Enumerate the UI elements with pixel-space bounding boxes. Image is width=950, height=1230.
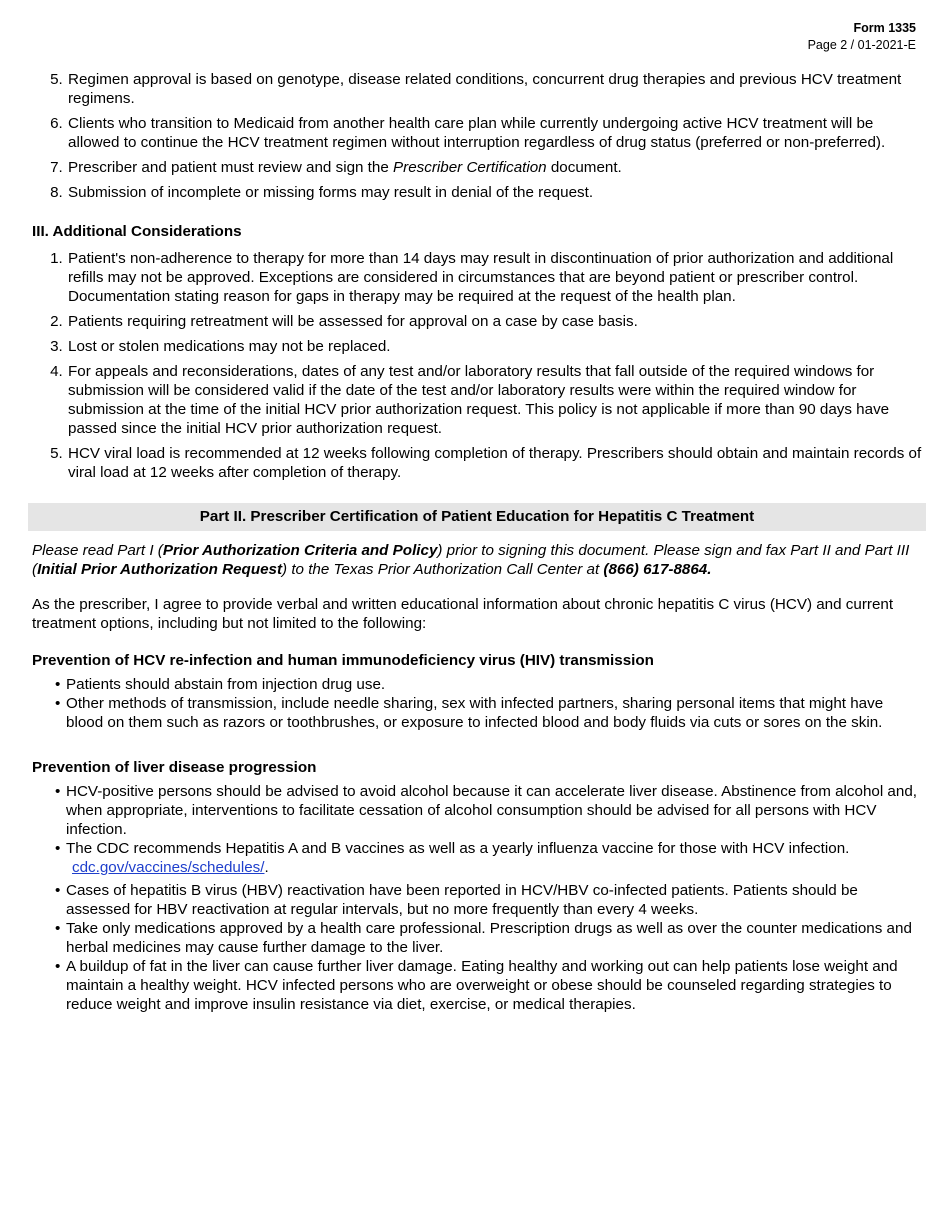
cdc-schedules-link[interactable]: cdc.gov/vaccines/schedules/: [72, 859, 265, 876]
list-item: 7. Prescriber and patient must review and sign the Prescriber Certification document.: [67, 158, 922, 177]
bullet-item: • HCV-positive persons should be advised to avoid alcohol because it can accelerate liver disease. Abstinence from alcohol and, when appropriate, interventions to facilitate cessation of alcohol consumption should be advised for all persons with HCV infection.: [55, 783, 917, 838]
considerations-list: [32, 249, 922, 482]
bullet-item: • Other methods of transmission, include needle sharing, sex with infected partners, sharing personal items that might have blood on them such as razors or toothbrushes, or exposure to infected blood and body fluids via cuts or sores on the skin.: [55, 695, 884, 731]
bullet-item: • Take only medications approved by a health care professional. Prescription drugs as well as over the counter medications and herbal medicines may cause further damage to the liver.: [55, 920, 912, 956]
list-item: 1. Patient's non-adherence to therapy for more than 14 days may result in discontinuation of prior authorization and additional refills may not be approved. Exceptions are considered in circumstances that are beyond patient or prescriber control. Documentation stating reason for gaps in therapy may be required at the request of the health plan.: [67, 249, 922, 306]
list-item: 8. Submission of incomplete or missing forms may result in denial of the request.: [67, 183, 922, 202]
bullet-item: • A buildup of fat in the liver can cause further liver damage. Eating healthy and working out can help patients lose weight and maintain a healthy weight. HCV infected persons who are overweight or obese should be counseled regarding strategies to reduce weight and improve insulin resistance via diet, exercise, or medical therapies.: [55, 958, 898, 1013]
list-item: 5. Regimen approval is based on genotype, disease related conditions, concurrent drug therapies and previous HCV treatment regimens.: [67, 70, 922, 108]
page-number: Page 2 / 01-2021-E: [807, 38, 916, 52]
section-heading-additional-considerations: III. Additional Considerations: [32, 223, 242, 240]
part2-intro: Please read Part I (Prior Authorization Criteria and Policy) prior to signing this document. Please sign and fax Part II and Part III (Initial Prior Authorization Request) to the Texas Prior Authorization Call Center at (866) 617-8864.: [32, 542, 910, 578]
document-body: [32, 70, 922, 1014]
part2-banner: Part II. Prescriber Certification of Patient Education for Hepatitis C Treatment: [28, 503, 926, 531]
list-item: 3. Lost or stolen medications may not be replaced.: [67, 337, 922, 356]
list-item: 4. For appeals and reconsiderations, dates of any test and/or laboratory results that fall outside of the required windows for submission will be considered valid if the date of the test and/or laboratory results were within the required window for submission at the time of the initial HCV prior authorization request. This policy is not applicable if more than 90 days have passed since the initial HCV prior authorization request.: [67, 362, 922, 438]
section-heading-liver-disease: Prevention of liver disease progression: [32, 759, 317, 776]
bullet-item: • Patients should abstain from injection drug use.: [55, 676, 386, 693]
liver-disease-list: [32, 782, 922, 1014]
form-number: Form 1335: [853, 21, 916, 35]
list-item: 2. Patients requiring retreatment will be assessed for approval on a case by case basis.: [67, 312, 922, 331]
form-header: [808, 20, 916, 54]
prevention-hcv-list: [32, 675, 922, 732]
bullet-item: • The CDC recommends Hepatitis A and B vaccines as well as a yearly influenza vaccine for those with HCV infection. cdc.gov/vaccines/schedules/.: [55, 840, 850, 876]
criteria-list-continued: [32, 70, 922, 202]
bullet-item: • Cases of hepatitis B virus (HBV) reactivation have been reported in HCV/HBV co-infected patients. Patients should be assessed for HBV reactivation at regular intervals, but no more frequently than every 4 weeks.: [55, 882, 858, 918]
list-item: 6. Clients who transition to Medicaid from another health care plan while currently undergoing active HCV treatment will be allowed to continue the HCV treatment regimen without interruption regardless of drug status (preferred or non-preferred).: [67, 114, 922, 152]
section-heading-prevention-hcv: Prevention of HCV re-infection and human immunodeficiency virus (HIV) transmission: [32, 652, 654, 669]
prescriber-agreement: As the prescriber, I agree to provide verbal and written educational information about chronic hepatitis C virus (HCV) and current treatment options, including but not limited to the following:: [32, 596, 894, 632]
list-item: 5. HCV viral load is recommended at 12 weeks following completion of therapy. Prescribers should obtain and maintain records of viral load at 12 weeks after completion of therapy.: [67, 444, 922, 482]
